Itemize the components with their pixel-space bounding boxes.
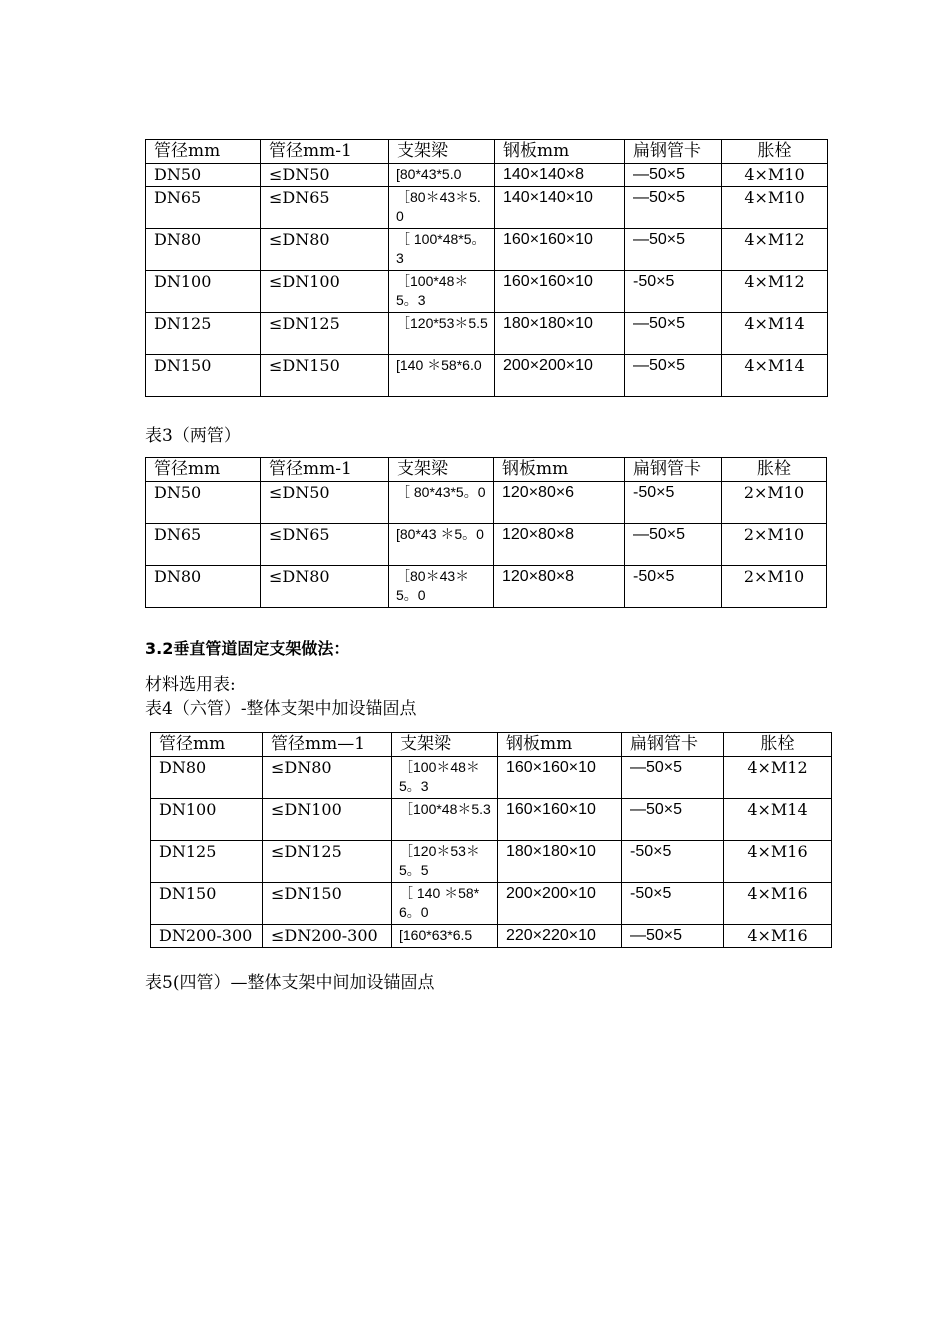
pipe-diameter-range-cell: ≤DN80 [263, 757, 392, 799]
table-row [146, 524, 827, 566]
expansion-bolt-cell: 4×M12 [724, 757, 832, 799]
support-beam-cell: [160*63*6.5 [392, 925, 498, 948]
support-beam-cell: ［80＊43＊5。0 [389, 566, 494, 608]
pipe-diameter-range-cell: ≤DN125 [263, 841, 392, 883]
flat-steel-clamp-cell: —50×5 [622, 757, 724, 799]
pipe-diameter-range-cell: ≤DN150 [263, 883, 392, 925]
table-row [151, 883, 832, 925]
steel-plate-cell: 200×200×10 [498, 883, 622, 925]
material-label: 材料选用表: [145, 675, 236, 695]
expansion-bolt-cell: 4×M16 [724, 883, 832, 925]
pipe-diameter-cell: DN80 [151, 757, 263, 799]
steel-plate-cell: 120×80×8 [494, 524, 625, 566]
column-header: 胀栓 [722, 458, 827, 482]
table-header-row [146, 140, 828, 164]
table-row [151, 841, 832, 883]
support-beam-cell: ［100＊48＊5。3 [392, 757, 498, 799]
table-row [151, 757, 832, 799]
column-header: 管径mm [146, 458, 261, 482]
table-row [151, 925, 832, 948]
steel-plate-cell: 140×140×8 [495, 164, 625, 187]
support-beam-cell: ［80＊43＊5.0 [389, 187, 495, 229]
pipe-diameter-cell: DN50 [146, 482, 261, 524]
support-beam-cell: ［ 100*48*5。3 [389, 229, 495, 271]
flat-steel-clamp-cell: —50×5 [622, 925, 724, 948]
column-header: 钢板mm [494, 458, 625, 482]
expansion-bolt-cell: 4×M10 [722, 164, 828, 187]
steel-plate-cell: 160×160×10 [498, 757, 622, 799]
pipe-diameter-range-cell: ≤DN50 [261, 164, 389, 187]
pipe-diameter-range-cell: ≤DN100 [261, 271, 389, 313]
steel-plate-cell: 180×180×10 [498, 841, 622, 883]
flat-steel-clamp-cell: -50×5 [625, 271, 722, 313]
table-row [146, 482, 827, 524]
column-header: 胀栓 [722, 140, 828, 164]
caption-table-4: 表4（六管）-整体支架中加设锚固点 [145, 699, 417, 719]
steel-plate-cell: 160×160×10 [495, 271, 625, 313]
flat-steel-clamp-cell: —50×5 [625, 313, 722, 355]
pipe-diameter-cell: DN100 [146, 271, 261, 313]
pipe-diameter-range-cell: ≤DN80 [261, 566, 389, 608]
expansion-bolt-cell: 4×M10 [722, 187, 828, 229]
table-row [146, 164, 828, 187]
flat-steel-clamp-cell: —50×5 [625, 524, 722, 566]
flat-steel-clamp-cell: -50×5 [625, 566, 722, 608]
spec-table-a [145, 139, 828, 397]
flat-steel-clamp-cell: -50×5 [625, 482, 722, 524]
flat-steel-clamp-cell: -50×5 [622, 841, 724, 883]
steel-plate-cell: 220×220×10 [498, 925, 622, 948]
steel-plate-cell: 160×160×10 [495, 229, 625, 271]
expansion-bolt-cell: 4×M14 [722, 355, 828, 397]
table-row [146, 187, 828, 229]
expansion-bolt-cell: 4×M16 [724, 841, 832, 883]
column-header: 管径mm [146, 140, 261, 164]
pipe-diameter-range-cell: ≤DN150 [261, 355, 389, 397]
support-beam-cell: [80*43*5.0 [389, 164, 495, 187]
support-beam-cell: ［120*53＊5.5 [389, 313, 495, 355]
pipe-diameter-cell: DN50 [146, 164, 261, 187]
column-header: 支架梁 [392, 733, 498, 757]
column-header: 扁钢管卡 [622, 733, 724, 757]
expansion-bolt-cell: 4×M14 [724, 799, 832, 841]
steel-plate-cell: 120×80×6 [494, 482, 625, 524]
table-row [146, 566, 827, 608]
pipe-diameter-cell: DN200-300 [151, 925, 263, 948]
column-header: 扁钢管卡 [625, 458, 722, 482]
support-beam-cell: [140 ＊58*6.0 [389, 355, 495, 397]
spec-table-4 [150, 732, 832, 948]
steel-plate-cell: 160×160×10 [498, 799, 622, 841]
spec-table-3 [145, 457, 827, 608]
pipe-diameter-cell: DN150 [146, 355, 261, 397]
support-beam-cell: ［120＊53＊5。5 [392, 841, 498, 883]
support-beam-cell: ［ 140 ＊58*6。0 [392, 883, 498, 925]
column-header: 管径mm-1 [261, 140, 389, 164]
pipe-diameter-range-cell: ≤DN100 [263, 799, 392, 841]
pipe-diameter-cell: DN65 [146, 524, 261, 566]
pipe-diameter-cell: DN125 [146, 313, 261, 355]
expansion-bolt-cell: 2×M10 [722, 524, 827, 566]
column-header: 管径mm-1 [261, 458, 389, 482]
column-header: 支架梁 [389, 140, 495, 164]
flat-steel-clamp-cell: —50×5 [625, 187, 722, 229]
support-beam-cell: ［100*48＊5.3 [392, 799, 498, 841]
pipe-diameter-range-cell: ≤DN65 [261, 187, 389, 229]
pipe-diameter-range-cell: ≤DN125 [261, 313, 389, 355]
table-row [146, 313, 828, 355]
table-row [146, 229, 828, 271]
caption-table-5: 表5(四管）—整体支架中间加设锚固点 [145, 973, 435, 993]
section-heading: 3.2垂直管道固定支架做法： [145, 639, 350, 658]
expansion-bolt-cell: 4×M12 [722, 229, 828, 271]
column-header: 钢板mm [498, 733, 622, 757]
expansion-bolt-cell: 2×M10 [722, 566, 827, 608]
column-header: 钢板mm [495, 140, 625, 164]
pipe-diameter-range-cell: ≤DN200-300 [263, 925, 392, 948]
column-header: 扁钢管卡 [625, 140, 722, 164]
pipe-diameter-cell: DN80 [146, 229, 261, 271]
expansion-bolt-cell: 2×M10 [722, 482, 827, 524]
flat-steel-clamp-cell: -50×5 [622, 883, 724, 925]
column-header: 管径mm [151, 733, 263, 757]
support-beam-cell: [80*43 ＊5。0 [389, 524, 494, 566]
pipe-diameter-cell: DN125 [151, 841, 263, 883]
pipe-diameter-cell: DN150 [151, 883, 263, 925]
caption-table-3: 表3（两管） [145, 426, 241, 446]
pipe-diameter-cell: DN80 [146, 566, 261, 608]
pipe-diameter-range-cell: ≤DN80 [261, 229, 389, 271]
flat-steel-clamp-cell: —50×5 [622, 799, 724, 841]
pipe-diameter-range-cell: ≤DN65 [261, 524, 389, 566]
table-row [146, 355, 828, 397]
steel-plate-cell: 180×180×10 [495, 313, 625, 355]
table-row [151, 799, 832, 841]
expansion-bolt-cell: 4×M12 [722, 271, 828, 313]
pipe-diameter-range-cell: ≤DN50 [261, 482, 389, 524]
flat-steel-clamp-cell: —50×5 [625, 164, 722, 187]
column-header: 支架梁 [389, 458, 494, 482]
flat-steel-clamp-cell: —50×5 [625, 229, 722, 271]
column-header: 管径mm—1 [263, 733, 392, 757]
table-row [146, 271, 828, 313]
support-beam-cell: ［ 80*43*5。0 [389, 482, 494, 524]
steel-plate-cell: 200×200×10 [495, 355, 625, 397]
support-beam-cell: ［100*48＊5。3 [389, 271, 495, 313]
flat-steel-clamp-cell: —50×5 [625, 355, 722, 397]
expansion-bolt-cell: 4×M16 [724, 925, 832, 948]
column-header: 胀栓 [724, 733, 832, 757]
expansion-bolt-cell: 4×M14 [722, 313, 828, 355]
steel-plate-cell: 140×140×10 [495, 187, 625, 229]
pipe-diameter-cell: DN65 [146, 187, 261, 229]
table-header-row [151, 733, 832, 757]
steel-plate-cell: 120×80×8 [494, 566, 625, 608]
table-header-row [146, 458, 827, 482]
pipe-diameter-cell: DN100 [151, 799, 263, 841]
